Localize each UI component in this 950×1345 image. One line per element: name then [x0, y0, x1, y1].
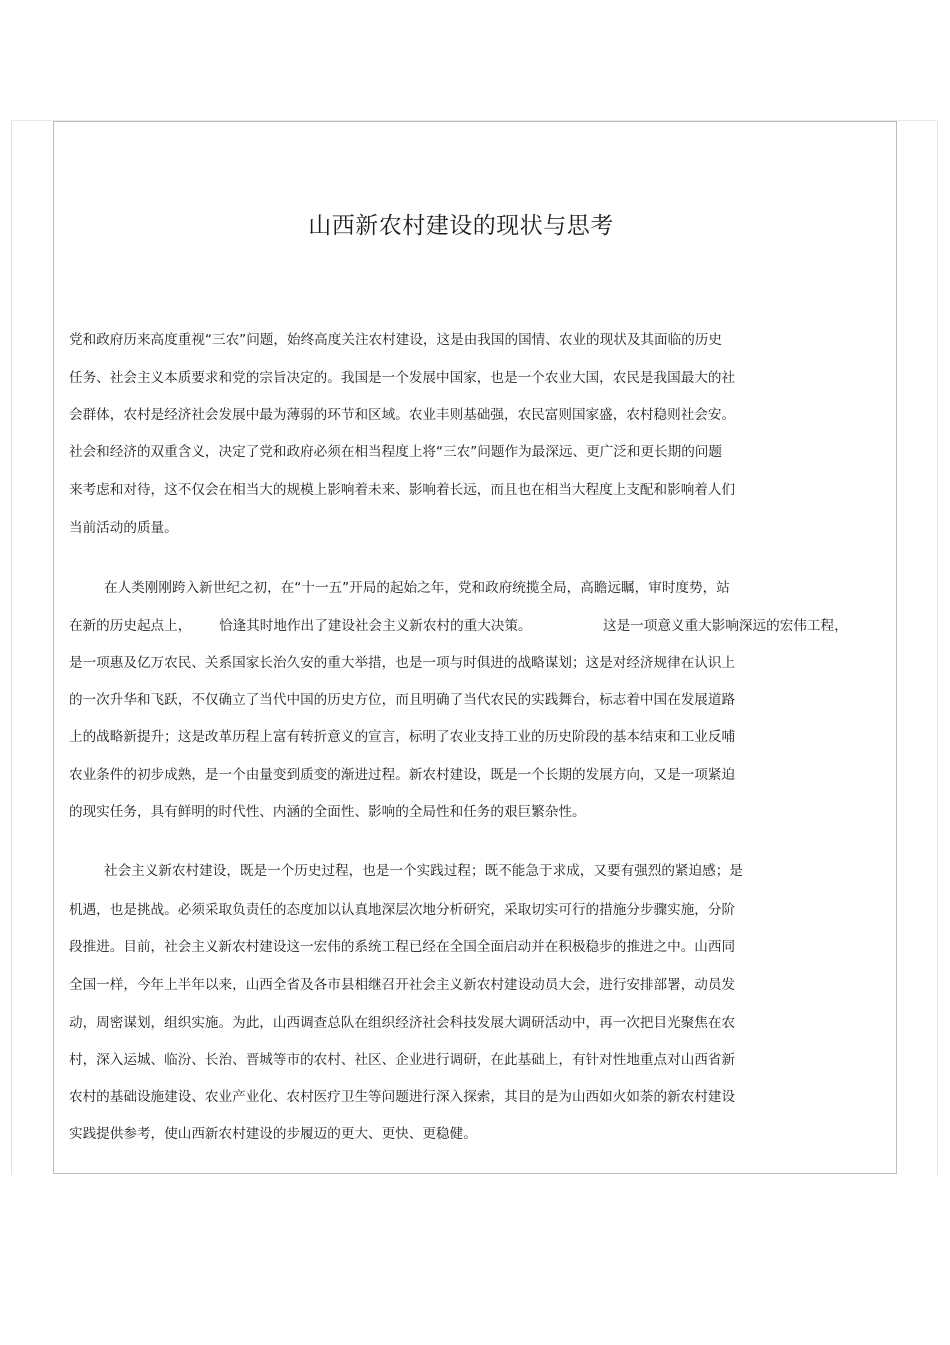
paragraph-1-line-4: 社会和经济的双重含义，决定了党和政府必须在相当程度上将“三农”问题作为最深远、更广泛和更长期的问题 — [69, 444, 722, 460]
paragraph-2-line-3: 是一项惠及亿万农民、关系国家长治久安的重大举措，也是一项与时俱进的战略谋划；这是对经济规律在认识上 — [69, 655, 736, 671]
paragraph-3-line-8: 实践提供参考，使山西新农村建设的步履迈的更大、更快、更稳健。 — [69, 1126, 477, 1142]
document-title: 山西新农村建设的现状与思考 — [308, 213, 614, 239]
paragraph-3-line-1: 社会主义新农村建设，既是一个历史过程，也是一个实践过程；既不能急于求成，又要有强烈的紧迫感；是 — [104, 863, 743, 879]
paragraph-2-line-2-part-1: 在新的历史起点上， — [69, 618, 192, 634]
paragraph-1-line-1: 党和政府历来高度重视“三农”问题，始终高度关注农村建设，这是由我国的国情、农业的现状及其面临的历史 — [69, 332, 722, 348]
paragraph-2-line-6: 农业条件的初步成熟，是一个由量变到质变的渐进过程。新农村建设，既是一个长期的发展方向，又是一项紧迫 — [69, 767, 736, 783]
paragraph-2-line-1: 在人类刚刚跨入新世纪之初，在“十一五”开局的起始之年，党和政府统揽全局，高瞻远瞩，审时度势，站 — [104, 580, 730, 596]
paragraph-3-line-5: 动，周密谋划，组织实施。为此，山西调查总队在组织经济社会科技发展大调研活动中，再一次把目光聚焦在农 — [69, 1015, 736, 1031]
paragraph-1-line-3: 会群体，农村是经济社会发展中最为薄弱的环节和区域。农业丰则基础强，农民富则国家盛，农村稳则社会安。 — [69, 407, 736, 423]
paragraph-1-line-2: 任务、社会主义本质要求和党的宗旨决定的。我国是一个发展中国家，也是一个农业大国，农民是我国最大的社 — [69, 370, 736, 386]
paragraph-2-line-2-part-2: 恰逢其时地作出了建设社会主义新农村的重大决策。 — [219, 618, 532, 634]
paragraph-1-line-5: 来考虑和对待，这不仅会在相当大的规模上影响着未来、影响着长远，而且也在相当大程度上支配和影响着人们 — [69, 482, 736, 498]
paragraph-2-line-5: 上的战略新提升；这是改革历程上富有转折意义的宣言，标明了农业支持工业的历史阶段的基本结束和工业反哺 — [69, 729, 736, 745]
paragraph-1-line-6: 当前活动的质量。 — [69, 520, 178, 536]
paragraph-3-line-7: 农村的基础设施建设、农业产业化、农村医疗卫生等问题进行深入探索，其目的是为山西如火如荼的新农村建设 — [69, 1089, 736, 1105]
paragraph-3-line-2: 机遇，也是挑战。必须采取负责任的态度加以认真地深层次地分析研究，采取切实可行的措施分步骤实施，分阶 — [69, 902, 736, 918]
paragraph-2-line-2-part-3: 这是一项意义重大影响深远的宏伟工程， — [603, 618, 848, 634]
paragraph-2-line-4: 的一次升华和飞跃，不仅确立了当代中国的历史方位，而且明确了当代农民的实践舞台，标志着中国在发展道路 — [69, 692, 736, 708]
paragraph-3-line-3: 段推进。目前，社会主义新农村建设这一宏伟的系统工程已经在全国全面启动并在积极稳步的推进之中。山西同 — [69, 939, 736, 955]
paragraph-3-line-4: 全国一样，今年上半年以来，山西全省及各市县相继召开社会主义新农村建设动员大会，进行安排部署，动员发 — [69, 977, 736, 993]
paragraph-2-line-7: 的现实任务，具有鲜明的时代性、内涵的全面性、影响的全局性和任务的艰巨繁杂性。 — [69, 804, 586, 820]
paragraph-3-line-6: 村，深入运城、临汾、长治、晋城等市的农村、社区、企业进行调研，在此基础上，有针对性地重点对山西省新 — [69, 1052, 736, 1068]
